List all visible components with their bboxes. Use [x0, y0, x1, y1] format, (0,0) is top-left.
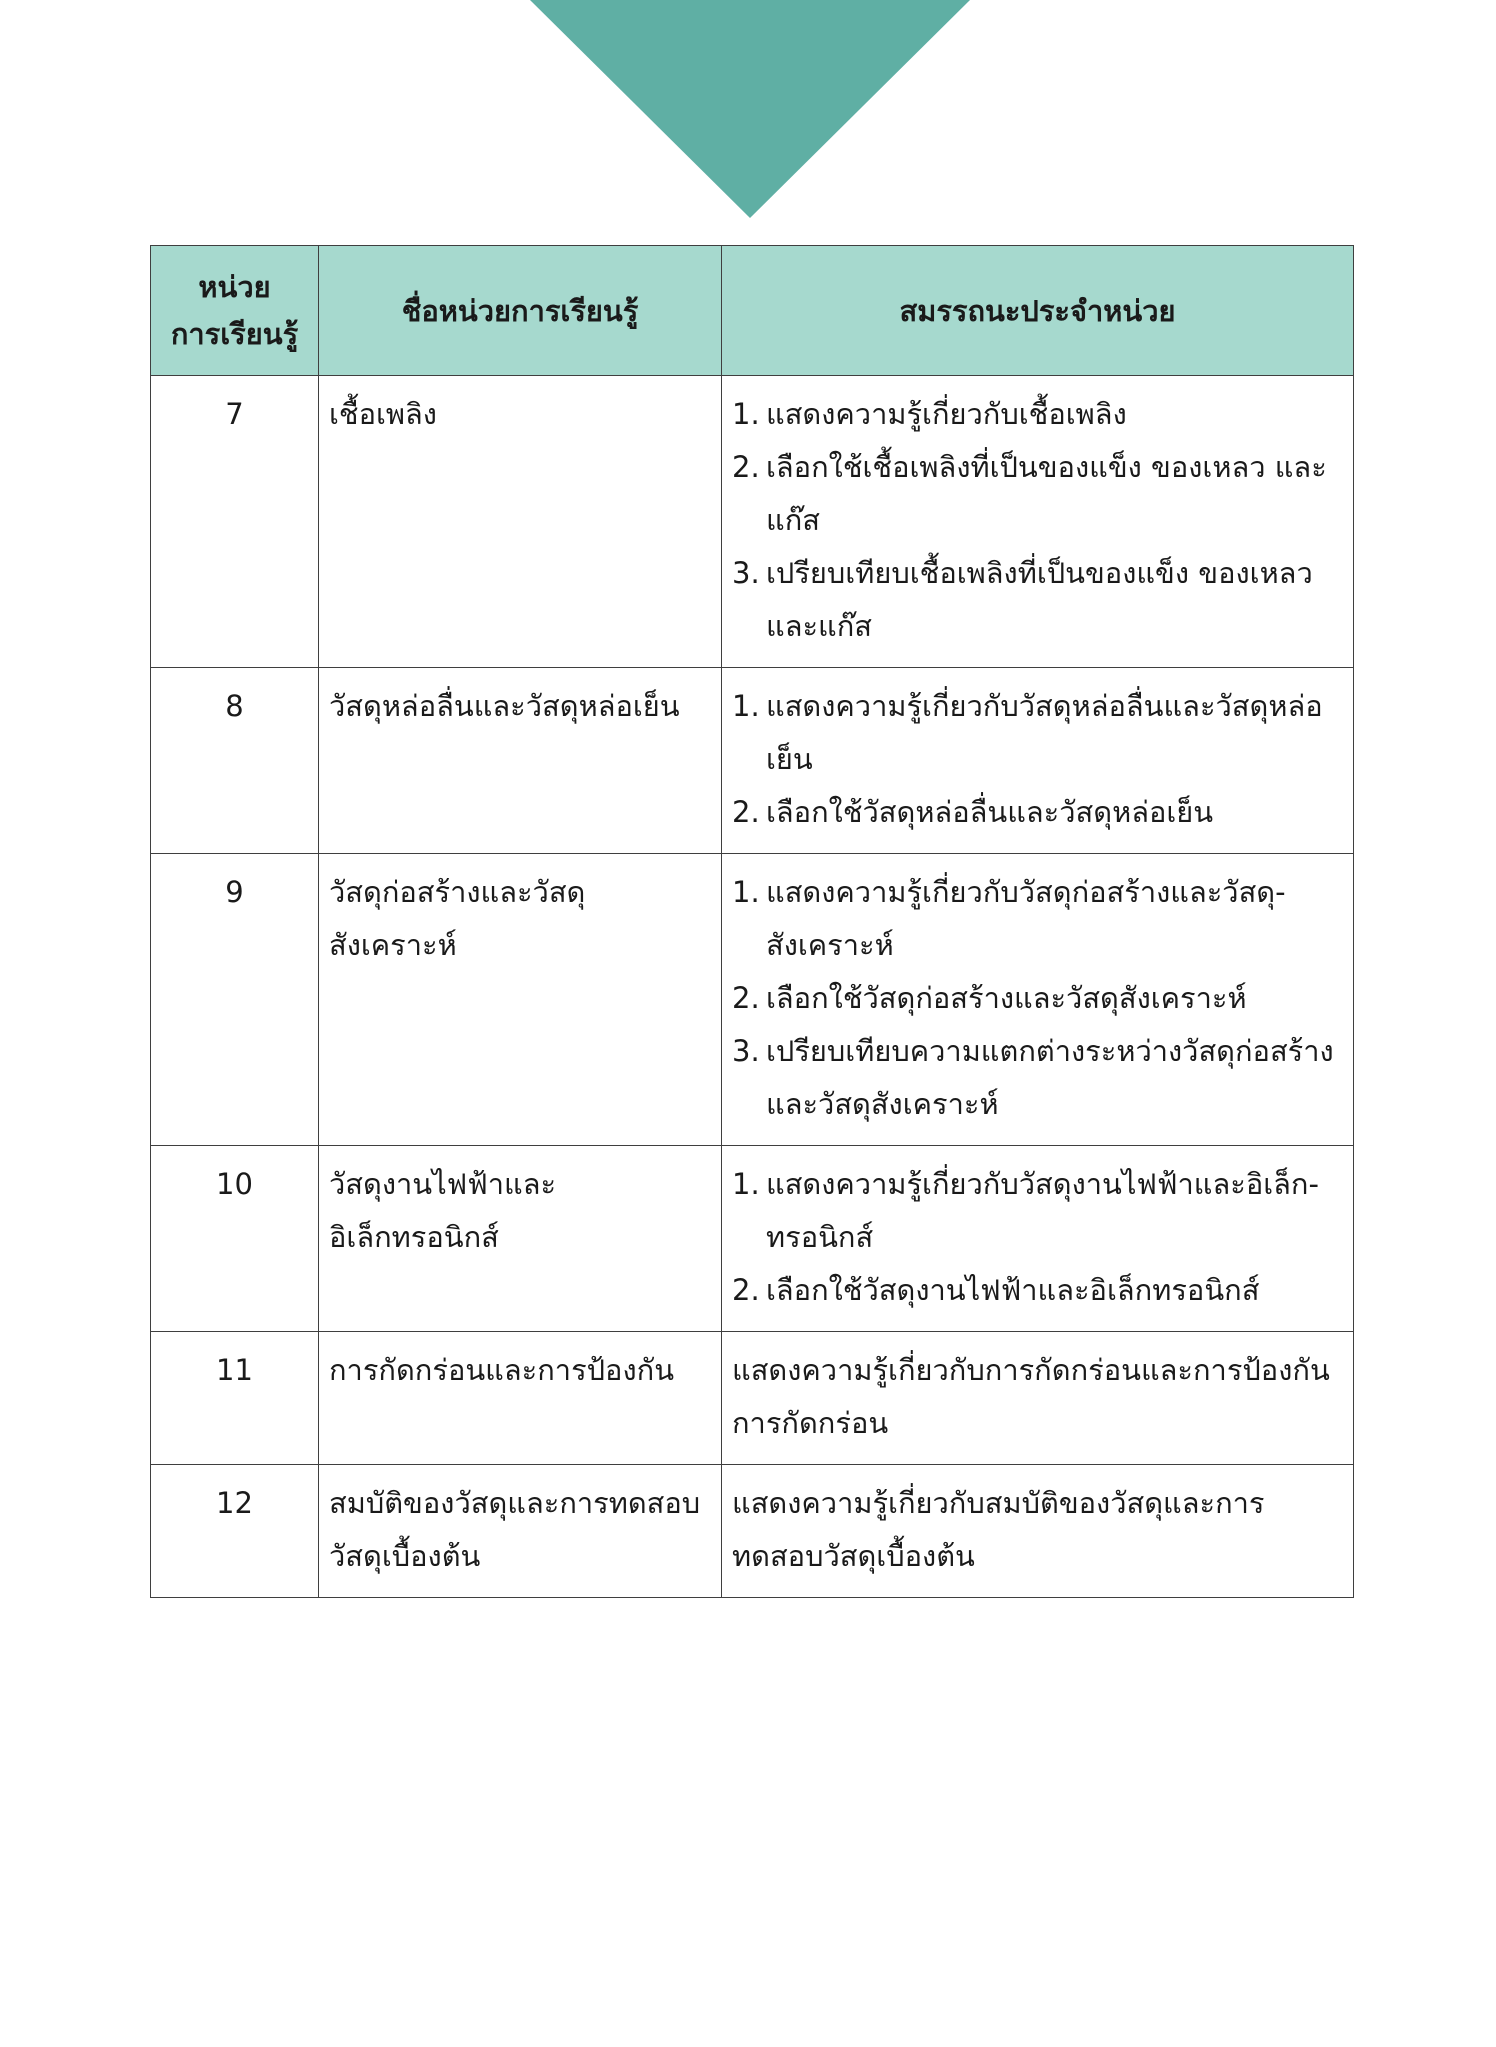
competency-text: แสดงความรู้เกี่ยวกับวัสดุงานไฟฟ้าและอิเล็ก-ทรอนิกส์	[766, 1167, 1319, 1254]
decorative-triangle	[530, 0, 970, 218]
competency-list	[732, 680, 1343, 839]
header-unit	[151, 246, 319, 376]
unit-name: วัสดุก่อสร้างและวัสดุสังเคราะห์	[319, 854, 722, 1146]
competency-text: เลือกใช้วัสดุงานไฟฟ้าและอิเล็กทรอนิกส์	[766, 1273, 1260, 1307]
competency-text: เลือกใช้วัสดุก่อสร้างและวัสดุสังเคราะห์	[766, 981, 1247, 1015]
competency-number: 2.	[732, 450, 760, 484]
table-row	[151, 854, 1354, 1146]
competency-list	[732, 866, 1343, 1131]
competency-number: 1.	[732, 875, 760, 909]
competency-item	[732, 441, 1343, 547]
competency-number: 2.	[732, 981, 760, 1015]
competency-number: 2.	[732, 1273, 760, 1307]
table-row	[151, 1146, 1354, 1332]
competency-item	[732, 680, 1343, 786]
unit-name: วัสดุหล่อลื่นและวัสดุหล่อเย็น	[319, 668, 722, 854]
competency-item	[732, 972, 1343, 1025]
unit-name: เชื้อเพลิง	[319, 376, 722, 668]
table-row	[151, 668, 1354, 854]
unit-number: 9	[151, 854, 319, 1146]
competency-number: 1.	[732, 689, 760, 723]
competency-item	[732, 786, 1343, 839]
competency-text: แสดงความรู้เกี่ยวกับวัสดุหล่อลื่นและวัสดุหล่อเย็น	[766, 689, 1323, 776]
unit-number: 11	[151, 1332, 319, 1465]
unit-competency-text: แสดงความรู้เกี่ยวกับการกัดกร่อนและการป้องกันการกัดกร่อน	[722, 1332, 1354, 1465]
unit-number: 10	[151, 1146, 319, 1332]
competency-number: 3.	[732, 1034, 760, 1068]
triangle-shape	[530, 0, 970, 218]
unit-competencies	[722, 668, 1354, 854]
units-table-container	[150, 245, 1353, 1598]
competency-item	[732, 547, 1343, 653]
table-row	[151, 376, 1354, 668]
unit-number: 12	[151, 1465, 319, 1598]
competency-item	[732, 1025, 1343, 1131]
competency-item	[732, 388, 1343, 441]
competency-number: 1.	[732, 1167, 760, 1201]
competency-text: แสดงความรู้เกี่ยวกับเชื้อเพลิง	[766, 397, 1127, 431]
unit-name: สมบัติของวัสดุและการทดสอบวัสดุเบื้องต้น	[319, 1465, 722, 1598]
competency-list	[732, 388, 1343, 653]
learning-units-table	[150, 245, 1354, 1598]
competency-list	[732, 1158, 1343, 1317]
unit-name: วัสดุงานไฟฟ้าและอิเล็กทรอนิกส์	[319, 1146, 722, 1332]
competency-text: เลือกใช้เชื้อเพลิงที่เป็นของแข็ง ของเหลว และแก๊ส	[766, 450, 1327, 537]
header-unit-name: ชื่อหน่วยการเรียนรู้	[319, 246, 722, 376]
header-unit-line2: การเรียนรู้	[170, 316, 299, 351]
unit-competencies	[722, 854, 1354, 1146]
unit-number: 7	[151, 376, 319, 668]
competency-text: เปรียบเทียบความแตกต่างระหว่างวัสดุก่อสร้างและวัสดุสังเคราะห์	[766, 1034, 1334, 1121]
unit-competencies	[722, 376, 1354, 668]
header-competency: สมรรถนะประจำหน่วย	[722, 246, 1354, 376]
competency-item	[732, 1264, 1343, 1317]
unit-name: การกัดกร่อนและการป้องกัน	[319, 1332, 722, 1465]
competency-number: 1.	[732, 397, 760, 431]
unit-competencies	[722, 1146, 1354, 1332]
table-header-row	[151, 246, 1354, 376]
competency-number: 2.	[732, 795, 760, 829]
header-unit-line1: หน่วย	[198, 269, 271, 304]
unit-competency-text: แสดงความรู้เกี่ยวกับสมบัติของวัสดุและการทดสอบวัสดุเบื้องต้น	[722, 1465, 1354, 1598]
competency-text: เปรียบเทียบเชื้อเพลิงที่เป็นของแข็ง ของเหลว และแก๊ส	[766, 556, 1313, 643]
competency-text: เลือกใช้วัสดุหล่อลื่นและวัสดุหล่อเย็น	[766, 795, 1214, 829]
competency-text: แสดงความรู้เกี่ยวกับวัสดุก่อสร้างและวัสดุ-สังเคราะห์	[766, 875, 1286, 962]
table-row	[151, 1465, 1354, 1598]
table-row	[151, 1332, 1354, 1465]
competency-item	[732, 866, 1343, 972]
competency-number: 3.	[732, 556, 760, 590]
competency-item	[732, 1158, 1343, 1264]
unit-number: 8	[151, 668, 319, 854]
